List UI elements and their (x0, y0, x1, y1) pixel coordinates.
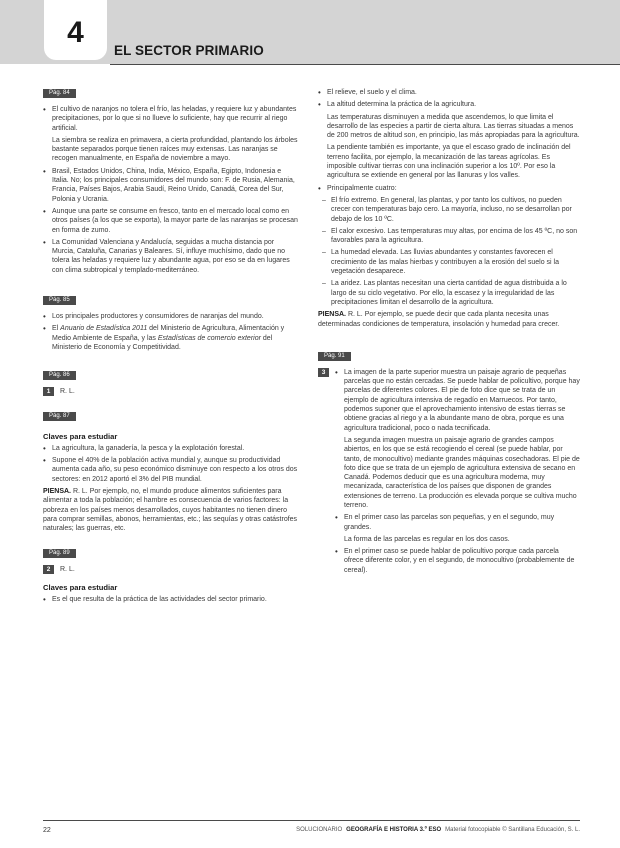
page-tag-91: Pág. 91 (318, 352, 351, 361)
piensa-text: R. L. Por ejemplo, se puede decir que cada planta necesita unas determinadas condiciones de temperatura, insolación y humedad para crecer. (318, 311, 560, 328)
page-tag-87: Pág. 87 (43, 412, 76, 421)
left-column (43, 88, 298, 616)
activity-3 (318, 368, 580, 578)
paragraph: La segunda imagen muestra un paisaje agrario de grandes campos abiertos, en los que se está recogiendo el cereal (se puede hablar, por tanto, de monocultivo) mediante grandes máquinas cosechadoras. El pie de foto dice que se trata de un ejemplo de agricultura extensiva de secano en Canadá. Podemos deducir que es una agricultura moderna, muy mecanizada, característica de los países que disponen de grandes extensiones de terreno. La producción es elevada porque se cultiva mucho terreno. (344, 436, 580, 509)
text-run: del Ministerio de Economía y Competitividad. (52, 334, 273, 351)
section-p86 (43, 370, 298, 396)
list-item (43, 324, 298, 352)
paragraph: La forma de las parcelas es regular en los dos casos. (344, 535, 510, 543)
list-item: • El relieve, el suelo y el clima. (318, 88, 580, 97)
footer-credits (296, 826, 580, 835)
right-column (318, 88, 580, 590)
section-p87 (43, 411, 298, 534)
answer-text: R. L. (60, 565, 75, 573)
section-p84 (43, 88, 298, 275)
dash-item: – La humedad elevada. Las lluvias abundantes y constantes favorecen el crecimiento de las malas hierbas y contribuyen a la erosión del suelo si la vegetación desaparece. (322, 248, 580, 276)
activity-number: 2 (43, 565, 54, 574)
footer-rule (43, 820, 580, 821)
piensa-text: R. L. Por ejemplo, no, el mundo produce alimentos suficientes para alimentar a toda la población; el hambre es consecuencia de varios factores: la pobreza en los países menos desarrollados, cuyos habitantes no tienen dinero para comprar semillas, abonos, herramientas, etc.; las sequías y otras catástrofes naturales; las guerras, etc. (43, 488, 298, 533)
paragraph: La siembra se realiza en primavera, a cierta profundidad, plantando los árboles bastante separados porque tienen raíces muy extensas. Las naranjas se recogen manualmente, en España de noviembre a mayo. (52, 136, 298, 163)
text-run: El (52, 325, 61, 333)
page-tag-85: Pág. 85 (43, 296, 76, 305)
list-item: • Principalmente cuatro: (318, 184, 580, 193)
dash-item: – La aridez. Las plantas necesitan una cierta cantidad de agua distribuida a lo largo de su ciclo vegetativo. Por ello, la escasez y la irregularidad de las precipitaciones limitan el desarrollo de la agricultura. (322, 279, 580, 307)
chapter-number: 4 (44, 0, 107, 60)
activity-body (335, 368, 580, 578)
footer-copyright: Material fotocopiable © Santillana Educación, S. L. (445, 827, 580, 833)
subheading: Claves para estudiar (43, 582, 118, 592)
paragraph: Las temperaturas disminuyen a medida que ascendemos, lo que limita el desarrollo de las especies a partir de cierta altura. Las tierras situadas a menos de 200 metros de altitud son, en principio, las más apropiadas para la agricultura. (327, 113, 580, 140)
list-item: • Los principales productores y consumidores de naranjas del mundo. (43, 312, 298, 321)
page-tag-86: Pág. 86 (43, 371, 76, 380)
list-item: • La agricultura, la ganadería, la pesca y la explotación forestal. (43, 444, 298, 453)
list-item: • Aunque una parte se consume en fresco, tanto en el mercado local como en otros países (a los que se exporta), la mayor parte de las naranjas se procesan en forma de zumo. (43, 207, 298, 235)
section-p85 (43, 295, 298, 352)
activity-number: 1 (43, 387, 54, 396)
section-p91 (318, 351, 580, 578)
subheading: Claves para estudiar (43, 431, 118, 441)
text-run: del Ministerio de Agricultura, Alimentación y Medio Ambiente de España, y las (52, 325, 285, 342)
list-item: • En el primer caso las parcelas son pequeñas, y en el segundo, muy grandes. (335, 513, 580, 532)
footer (43, 826, 580, 835)
list-item: • La Comunidad Valenciana y Andalucía, seguidas a mucha distancia por Murcia, Cataluña, Canarias y Baleares. Sí, influye muchísimo, dado que no tolera las heladas y requiere luz y abundante agua, por eso se da en lugares con clima subtropical y templado-mediterráneo. (43, 238, 298, 275)
header-rule (110, 64, 620, 65)
paragraph: La pendiente también es importante, ya que el escaso grado de inclinación del terreno facilita, por ejemplo, la mecanización de las tareas agrícolas. Es imposible cultivar tierras con una inclinación superior a los 10º. Por eso la agricultura se extiende en general por las llanuras y los valles. (327, 144, 571, 180)
page-number: 22 (43, 827, 51, 834)
list-item: • Es el que resulta de la práctica de las actividades del sector primario. (43, 595, 298, 604)
answer-row (43, 387, 298, 396)
piensa-paragraph (318, 310, 580, 329)
page-tag-84: Pág. 84 (43, 89, 76, 98)
footer-label: SOLUCIONARIO (296, 827, 343, 833)
italic-title: Estadísticas de comercio exterior (157, 334, 261, 342)
list-item: • La imagen de la parte superior muestra un paisaje agrario de pequeñas parcelas que no están cercadas. Se puede hablar de policultivo, porque hay parcelas de diferentes colores. El pie de foto dice que se trata de un ejemplo de agricultura intensiva de regadío en Marruecos. Por tanto, podemos suponer que el aprovechamiento intensivo de estas tierras se obtiene gracias al riego y a la abundante mano de obra, porque es una agricultura tradicional, poco o nada tecnificada. (335, 368, 580, 433)
dash-item: – El frío extremo. En general, las plantas, y por tanto los cultivos, no pueden crecer con temperaturas bajo cero. La mayoría, incluso, no se desarrollan por debajo de los 10 ºC. (322, 196, 580, 224)
footer-book: GEOGRAFÍA E HISTORIA 3.º ESO (346, 827, 442, 833)
activity-number: 3 (318, 368, 329, 377)
chapter-title: EL SECTOR PRIMARIO (114, 43, 264, 58)
list-item: • Supone el 40% de la población activa mundial y, aunque su productividad aumenta cada año, su peso económico disminuye con respecto a los otros dos sectores: en 2012 aportó el 3% del PIB mundial. (43, 456, 298, 484)
list-item: • Brasil, Estados Unidos, China, India, México, España, Egipto, Indonesia e Italia. No; los principales consumidores del mundo son: F. de Rusia, Alemania, Francia, Países Bajos, Arabia Saudí, Reino Unido, Canadá, Corea del Sur, Polonia y Ucrania. (43, 167, 298, 204)
list-item: • La altitud determina la práctica de la agricultura. (318, 100, 580, 109)
italic-title: Anuario de Estadística 2011 (60, 325, 148, 333)
list-item: • El cultivo de naranjos no tolera el frío, las heladas, y requiere luz y abundantes precipitaciones, por lo que si no llueve lo suficiente, hay que recurrir al riego artificial. (43, 105, 298, 133)
section-p89 (43, 548, 298, 605)
answer-text: R. L. (60, 388, 75, 396)
answer-row (43, 565, 298, 574)
page-tag-89: Pág. 89 (43, 549, 76, 558)
list-item: • En el primer caso se puede hablar de policultivo porque cada parcela ofrece diferente color, y en el segundo, de monocultivo (probablemente de cereal). (335, 547, 580, 575)
dash-item: – El calor excesivo. Las temperaturas muy altas, por encima de los 45 ºC, no son favorables para la agricultura. (322, 227, 580, 246)
piensa-label: PIENSA. (318, 311, 347, 319)
piensa-label: PIENSA. (43, 488, 72, 496)
piensa-paragraph (43, 487, 298, 533)
